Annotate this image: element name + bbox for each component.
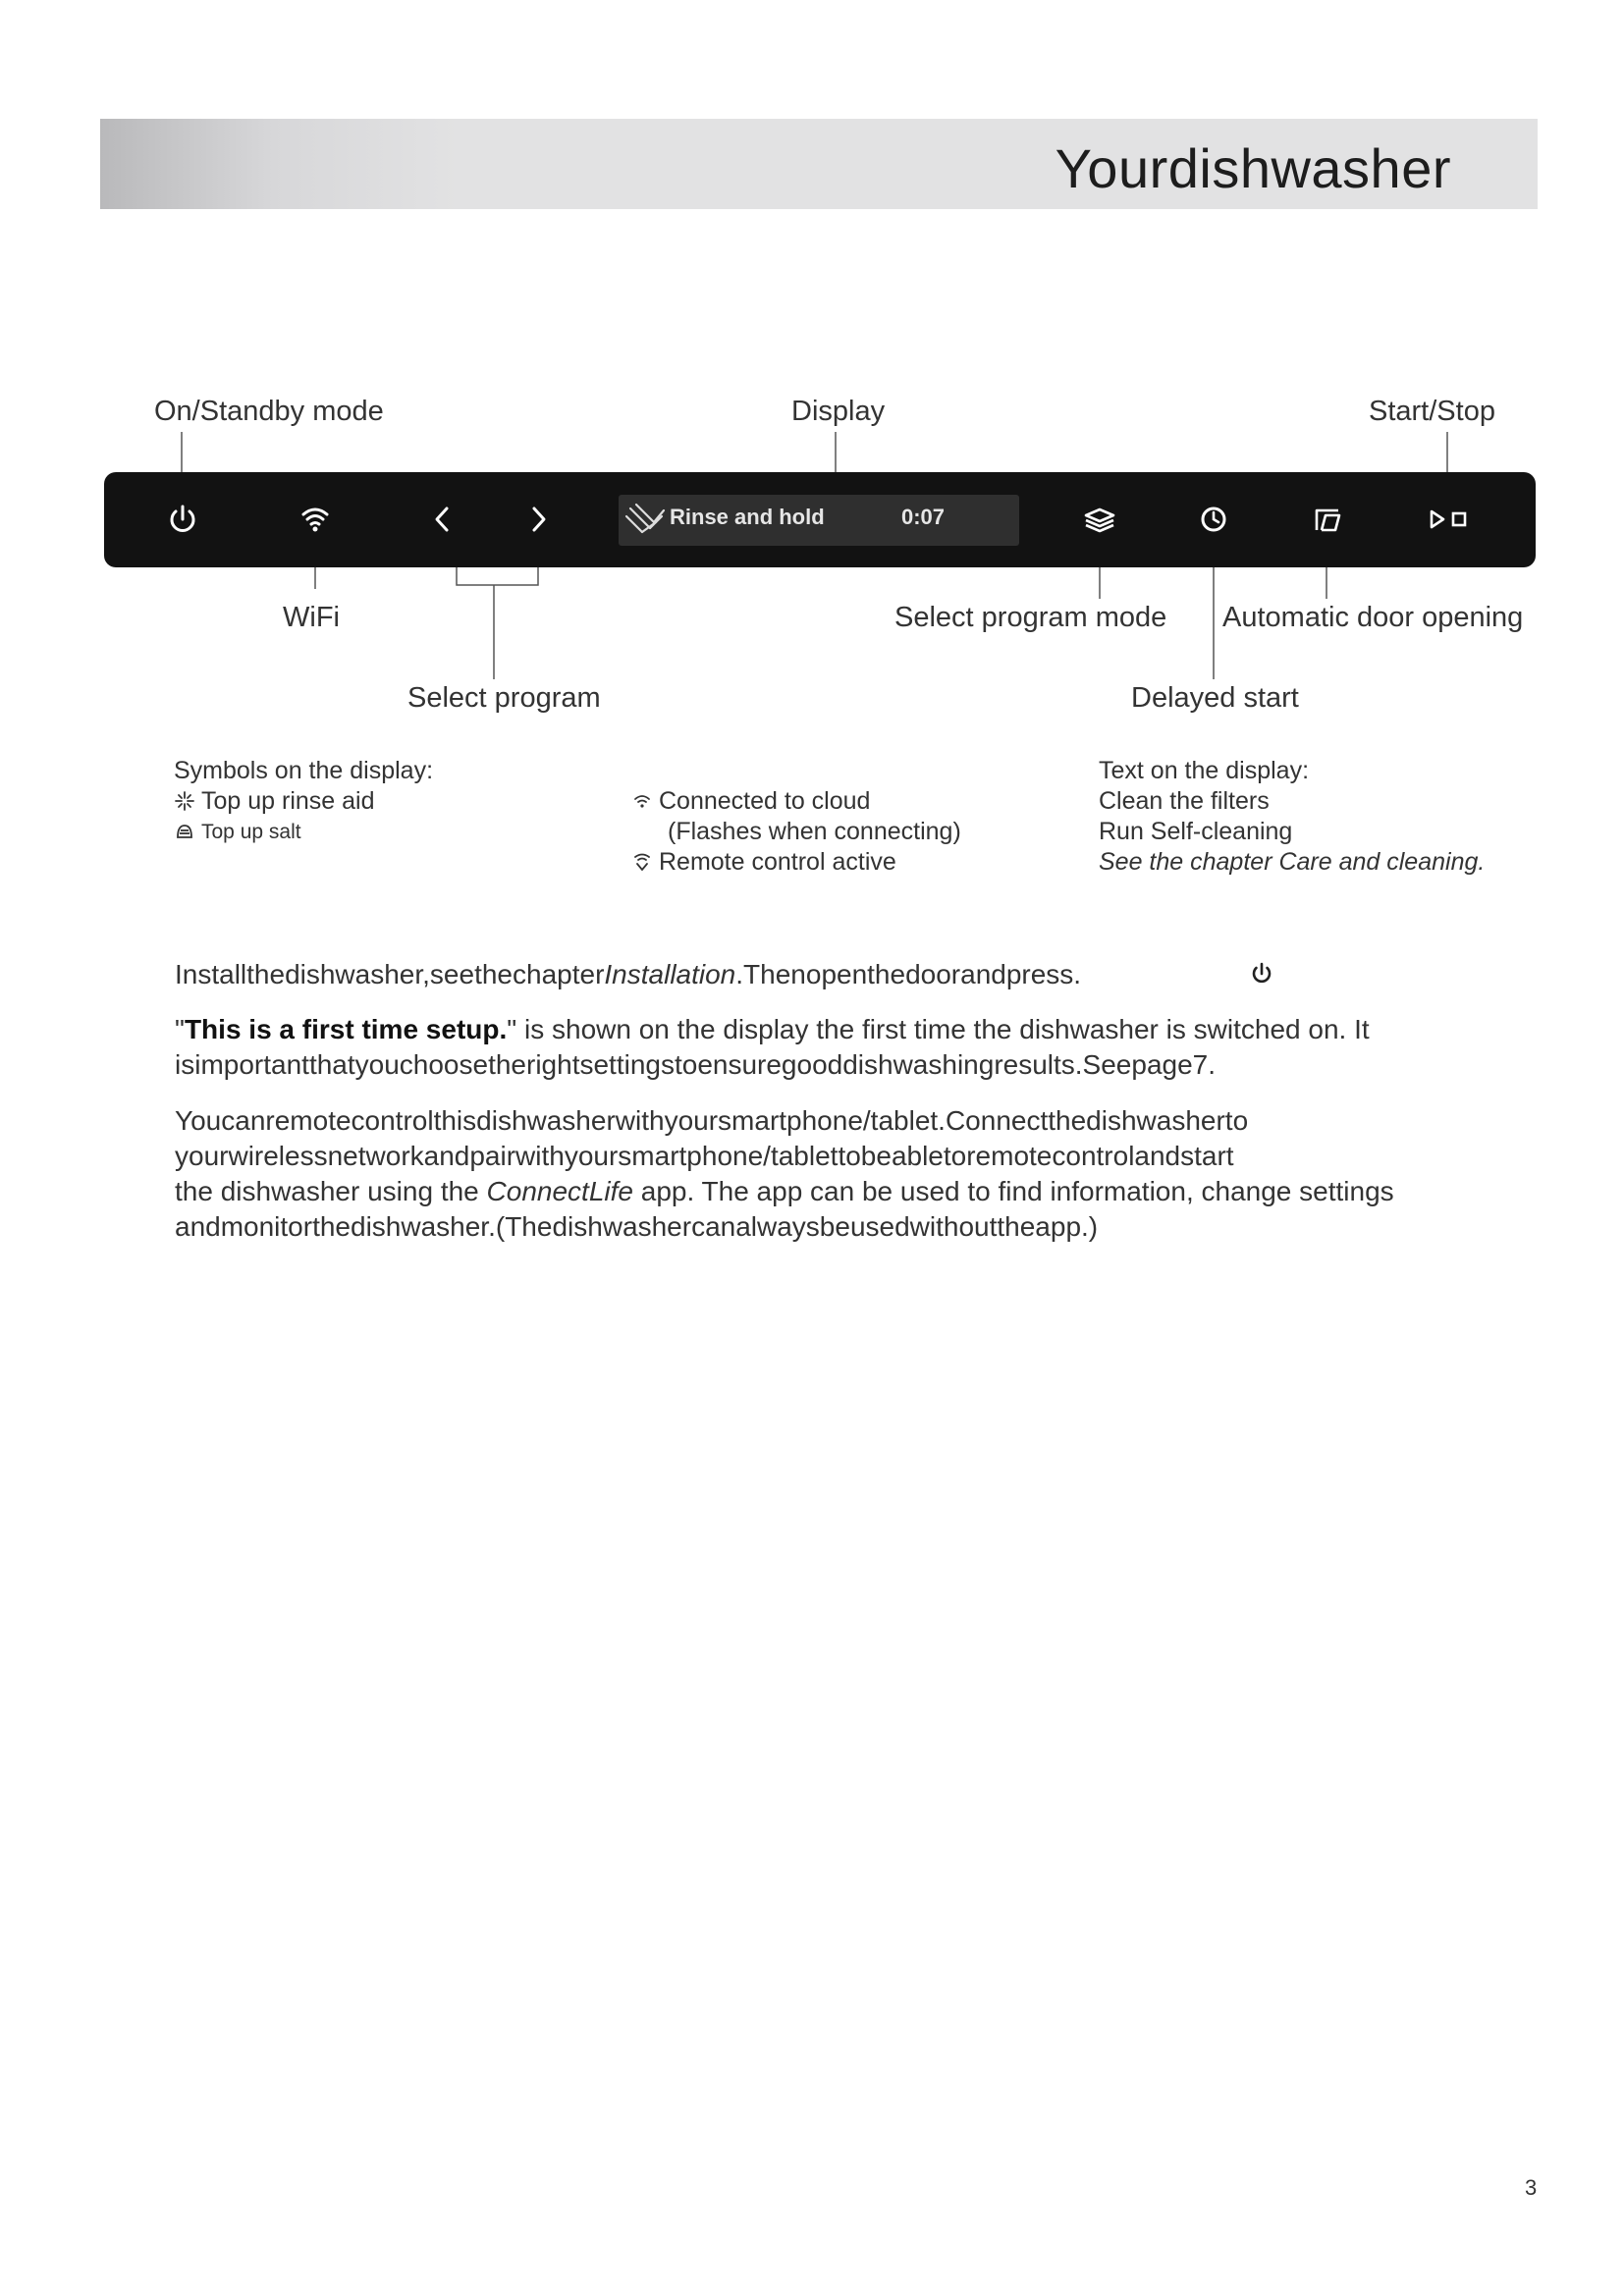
clock-icon[interactable] bbox=[1190, 496, 1237, 543]
play-stop-icon[interactable] bbox=[1418, 496, 1477, 543]
paragraph-install: Installthedishwasher,seethechapterInstallation.Thenopenthedoorandpress. bbox=[175, 959, 1082, 989]
display-text-heading: Text on the display: bbox=[1099, 757, 1310, 784]
display-screen bbox=[619, 495, 1019, 546]
display-text-line1: Clean the filters bbox=[1099, 787, 1270, 815]
power-icon[interactable] bbox=[159, 496, 206, 543]
symbol-cloud-note: (Flashes when connecting) bbox=[668, 818, 961, 845]
display-program: Rinse and hold bbox=[670, 505, 825, 529]
display-text-legend bbox=[1099, 756, 1485, 878]
callout-on-standby: On/Standby mode bbox=[154, 396, 384, 427]
rinse-icon bbox=[623, 499, 668, 544]
salt-icon bbox=[174, 820, 201, 841]
chevron-right-icon[interactable] bbox=[514, 496, 562, 543]
wifi-small-icon bbox=[631, 790, 659, 812]
control-panel bbox=[104, 472, 1536, 567]
wifi-icon[interactable] bbox=[292, 496, 339, 543]
callout-start-stop: Start/Stop bbox=[1369, 396, 1495, 427]
callout-select-program-mode: Select program mode bbox=[894, 602, 1167, 633]
power-inline-icon bbox=[1247, 959, 1276, 988]
callout-delayed-start: Delayed start bbox=[1131, 682, 1299, 714]
remote-wifi-icon bbox=[631, 851, 659, 873]
symbol-remote: Remote control active bbox=[631, 847, 961, 878]
display-time: 0:07 bbox=[901, 505, 946, 529]
chevron-left-icon[interactable] bbox=[419, 496, 466, 543]
display-text-line3: See the chapter Care and cleaning. bbox=[1099, 848, 1486, 876]
symbol-salt: Top up salt bbox=[174, 817, 433, 847]
callout-select-program: Select program bbox=[407, 682, 601, 714]
paragraph-remote-control: Youcanremotecontrolthisdishwasherwithyoursmartphone/tablet.Connectthedishwasherto yourwirelessnetworkandpairwithyoursmartphone/tablettobeabletoremotecontrolandstart the dishwasher using the ConnectLife app. The app can be used to find information, change settings andmonitorthedishwasher.(Thedishwashercanalwaysbeusedwithouttheapp.) bbox=[175, 1105, 1394, 1242]
symbols-legend bbox=[174, 756, 433, 847]
door-icon[interactable] bbox=[1304, 496, 1351, 543]
sparkle-icon bbox=[174, 790, 201, 812]
symbols-connectivity bbox=[631, 786, 961, 878]
callout-lines bbox=[0, 0, 1624, 785]
symbol-cloud: Connected to cloud bbox=[631, 786, 961, 817]
symbols-heading: Symbols on the display: bbox=[174, 757, 434, 784]
page-title: Yourdishwasher bbox=[1055, 137, 1451, 199]
page-number: 3 bbox=[1525, 2175, 1538, 2200]
callout-automatic-door-opening: Automatic door opening bbox=[1222, 602, 1524, 633]
callout-display: Display bbox=[791, 396, 886, 427]
callout-wifi: WiFi bbox=[283, 602, 340, 633]
paragraph-first-setup: "This is a first time setup." is shown on the display the first time the dishwasher is switched on. It isimportantthatyouchoosetherightsettingstoensuregooddishwashingresults.Seepage7. bbox=[175, 1014, 1370, 1080]
header-band bbox=[100, 119, 1538, 209]
display-text-line2: Run Self-cleaning bbox=[1099, 818, 1293, 845]
symbol-rinse-aid: Top up rinse aid bbox=[174, 786, 433, 817]
layers-icon[interactable] bbox=[1076, 496, 1123, 543]
